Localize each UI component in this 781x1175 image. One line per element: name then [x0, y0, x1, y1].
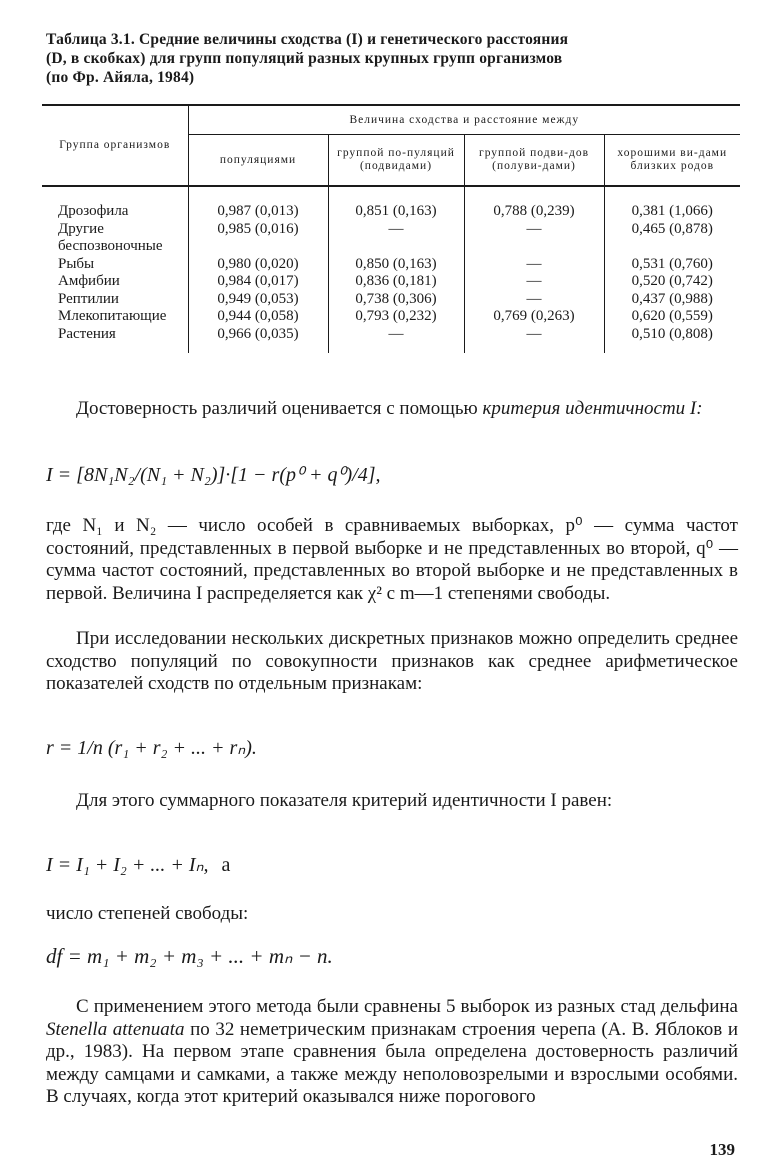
table-row [42, 186, 740, 221]
cell: 0,980 (0,020) [188, 256, 328, 274]
cell: 0,520 (0,742) [604, 273, 740, 291]
similarity-table [42, 104, 740, 353]
row-label: Другие беспозвоночные [58, 220, 163, 254]
caption-line-1: Таблица 3.1. Средние величины сходства (I) и генетического расстояния [46, 31, 569, 48]
table-row [42, 256, 740, 274]
paragraph-definitions [46, 515, 738, 605]
cell: 0,510 (0,808) [604, 326, 740, 354]
paragraph-degrees [46, 903, 738, 926]
cell: — [464, 291, 604, 309]
cell: 0,850 (0,163) [328, 256, 464, 274]
cell: — [328, 221, 464, 256]
column-header: популяциями [188, 135, 328, 187]
formula-mean-similarity: r = 1/n (r₁ + r₂ + ... + rₙ). [46, 737, 257, 759]
term-identity-criterion: критерия идентичности I: [482, 398, 703, 419]
table-row [42, 291, 740, 309]
paragraph-text: Для этого суммарного показателя критерий идентичности I равен: [76, 790, 613, 811]
column-header: хорошими ви-дами близких родов [604, 135, 740, 187]
formula-degrees-of-freedom: df = m₁ + m₂ + m₃ + ... + mₙ − n. [46, 944, 333, 968]
paragraph-text: где N₁ и N₂ — число особей в сравниваемых выборках, p⁰ — сумма частот состояний, представленных в первой выборке и не представленных во второй, q⁰ — сумма частот состояний, представленных во второй выборке и не представленных в первой. Величина I распределяется как χ² с m—1 степенями свободы. [46, 515, 738, 604]
cell: 0,944 (0,058) [188, 308, 328, 326]
formula-tail: а [221, 854, 231, 876]
cell: — [464, 326, 604, 354]
cell: — [464, 221, 604, 256]
cell: 0,381 (1,066) [604, 186, 740, 221]
paragraph-summary [46, 790, 738, 813]
table-row [42, 326, 740, 354]
formula-sum-identity [46, 852, 230, 877]
species-name: Stenella attenuata [46, 1018, 185, 1040]
cell: 0,836 (0,181) [328, 273, 464, 291]
cell: — [328, 326, 464, 354]
paragraph-text: по 32 неметрическим признакам строения черепа (А. В. Яблоков и др., 1983). На первом этапе сравнения была определена достоверность различий между самцами и самками, а также между неполовозрелыми и взрослыми особями. В случаях, когда этот критерий оказывался ниже порогового [46, 1018, 738, 1107]
row-label: Амфибии [58, 273, 120, 289]
cell: 0,987 (0,013) [188, 186, 328, 221]
row-label: Млекопитающие [58, 308, 167, 324]
cell: 0,437 (0,988) [604, 291, 740, 309]
row-label: Рептилии [58, 290, 119, 307]
cell: 0,966 (0,035) [188, 326, 328, 354]
formula-text: I = I₁ + I₂ + ... + Iₙ, [46, 854, 209, 876]
table-row [42, 221, 740, 256]
paragraph-discrete [46, 628, 738, 696]
row-label: Дрозофила [58, 203, 129, 219]
cell: 0,949 (0,053) [188, 291, 328, 309]
cell: — [464, 256, 604, 274]
page-number: 139 [709, 1140, 735, 1159]
paragraph-text: При исследовании нескольких дискретных признаков можно определить среднее сходство популяций по совокупности признаков как среднее арифметическое показателей сходств по отдельным признакам: [46, 628, 738, 694]
cell: 0,531 (0,760) [604, 256, 740, 274]
cell: 0,620 (0,559) [604, 308, 740, 326]
column-header: группой подви-дов (полуви-дами) [464, 135, 604, 187]
caption-line-2: (D, в скобках) для групп популяций разных крупных групп организмов [46, 50, 563, 67]
cell: 0,793 (0,232) [328, 308, 464, 326]
table-caption [46, 30, 746, 87]
cell: 0,738 (0,306) [328, 291, 464, 309]
paragraph-criterion [46, 398, 738, 421]
column-header: группой по-пуляций (подвидами) [328, 135, 464, 187]
paragraph-text: С применением этого метода были сравнены 5 выборок из разных стад дельфина [76, 996, 738, 1017]
table-row [42, 308, 740, 326]
paragraph-text: Достоверность различий оценивается с помощью [76, 398, 483, 419]
cell: 0,851 (0,163) [328, 186, 464, 221]
cell: 0,788 (0,239) [464, 186, 604, 221]
cell: 0,984 (0,017) [188, 273, 328, 291]
group-column-header: Группа организмов [42, 105, 188, 186]
caption-line-3: (по Фр. Айяла, 1984) [46, 69, 195, 86]
span-header: Величина сходства и расстояние между [188, 105, 740, 135]
table-row [42, 273, 740, 291]
cell: 0,465 (0,878) [604, 221, 740, 256]
cell: — [464, 273, 604, 291]
cell: 0,985 (0,016) [188, 221, 328, 256]
cell: 0,769 (0,263) [464, 308, 604, 326]
paragraph-application [46, 996, 738, 1109]
row-label: Рыбы [58, 255, 95, 272]
paragraph-text: число степеней свободы: [46, 903, 249, 924]
row-label: Растения [58, 325, 116, 342]
formula-identity: I = [8N₁N₂/(N₁ + N₂)]·[1 − r(p⁰ + q⁰)/4], [46, 464, 381, 486]
